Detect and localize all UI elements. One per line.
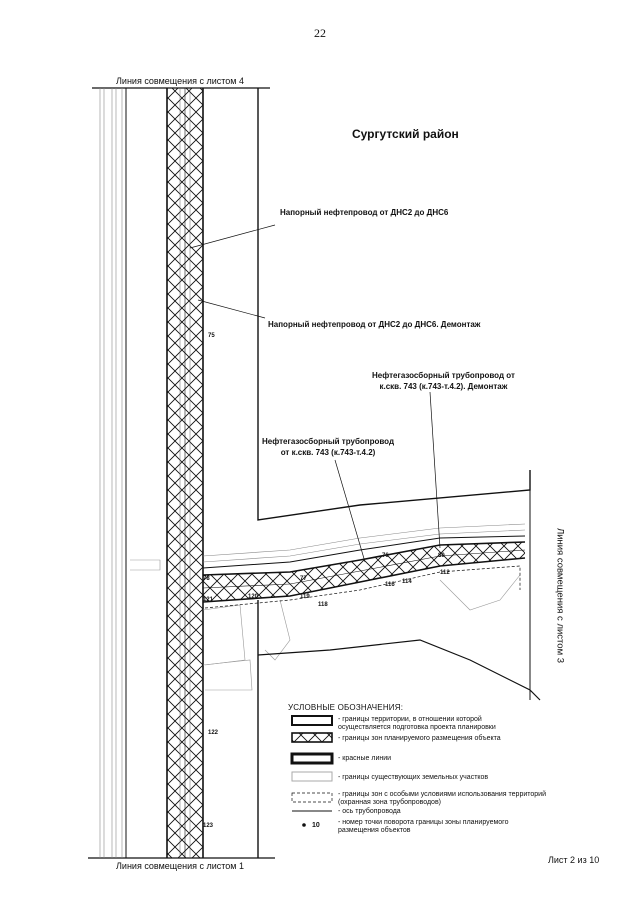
turn-point: 76 <box>382 553 389 559</box>
turn-point: 112 <box>440 570 450 576</box>
bottom-match-label: Линия совмещения с листом 1 <box>116 861 244 871</box>
turn-point: 119 <box>300 594 310 600</box>
turn-point: 118 <box>318 602 328 608</box>
district-label: Сургутский район <box>352 127 459 141</box>
legend-item: - ось трубопровода <box>338 808 401 815</box>
legend-item: - границы существующих земельных участков <box>338 774 489 781</box>
pipeline-demontage-label: Напорный нефтепровод от ДНС2 до ДНС6. Демонтаж <box>268 320 481 329</box>
legend-item: - границы территории, в отношении которой осуществляется подготовка проекта планировки <box>338 716 496 731</box>
sheet-label: Лист 2 из 10 <box>548 855 600 865</box>
legend-title: УСЛОВНЫЕ ОБОЗНАЧЕНИЯ: <box>288 703 404 712</box>
gas-pipeline-demontage-label: Нефтегазосборный трубопровод от к.скв. 743 (к.743-т.4.2). Демонтаж <box>372 371 515 391</box>
top-match-label: Линия совмещения с листом 4 <box>116 76 244 86</box>
legend-item: - границы зон планируемого размещения объекта <box>338 735 501 742</box>
turn-point: 122 <box>208 730 219 736</box>
right-match-label: Линия совмещения с листом 3 <box>554 527 566 664</box>
road-corridor <box>100 88 122 858</box>
branch-zone-hatch <box>203 542 525 602</box>
turn-point: 121 <box>203 597 214 603</box>
turn-point: 123 <box>203 823 214 829</box>
legend-item: - красные линии <box>338 755 392 762</box>
gas-pipeline-label: Нефтегазосборный трубопровод от к.скв. 743 (к.743-т.4.2) <box>262 437 395 457</box>
turn-point: 116 <box>385 582 395 588</box>
legend-item: - границы зон с особыми условиями использования территорий (охранная зона трубопроводов) <box>338 791 546 806</box>
page-number: 22 <box>314 26 326 40</box>
turn-point: 80 <box>438 553 445 559</box>
legend-item: - номер точки поворота границы зоны планируемого размещения объектов <box>338 819 509 834</box>
turn-point: 78 <box>203 576 210 582</box>
turn-point: 120 <box>248 594 259 600</box>
pipeline-label: Напорный нефтепровод от ДНС2 до ДНС6 <box>280 208 449 217</box>
turn-point: 75 <box>208 333 215 339</box>
turn-point: 114 <box>402 579 412 585</box>
legend-sample-point: 10 <box>312 822 320 829</box>
turn-point: 77 <box>300 576 307 582</box>
